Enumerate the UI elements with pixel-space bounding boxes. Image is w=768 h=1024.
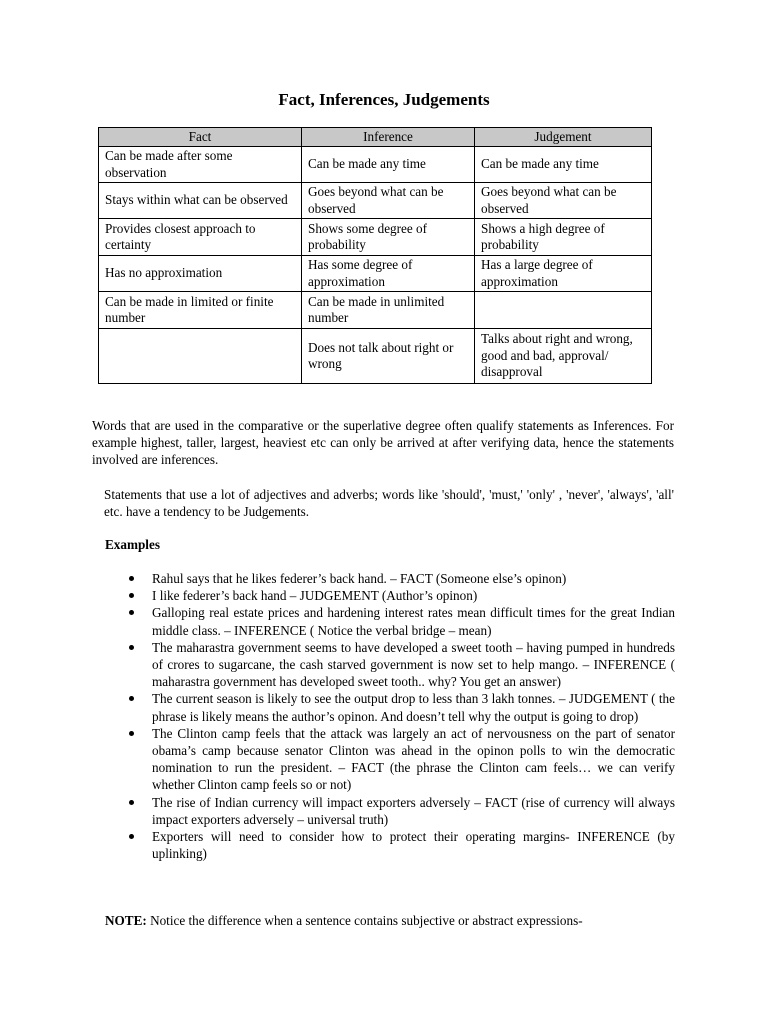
bullet-icon — [129, 834, 134, 839]
table-cell: Talks about right and wrong, good and bad, approval/ disapproval — [475, 329, 652, 384]
table-cell: Provides closest approach to certainty — [99, 219, 302, 256]
list-item-text: Exporters will need to consider how to protect their operating margins- INFERENCE (by uplinking) — [152, 829, 675, 862]
comparison-table — [98, 127, 652, 384]
examples-list — [105, 570, 675, 862]
list-item — [105, 828, 675, 862]
bullet-icon — [129, 800, 134, 805]
table-row — [99, 256, 652, 292]
table-row — [99, 183, 652, 219]
paragraph-comparative: Words that are used in the comparative or the superlative degree often qualify statements as Inferences. For example highest, taller, largest, heaviest etc can only be arrived at after verifying data, hence the statements involved are inferences. — [92, 418, 674, 467]
table-cell: Can be made in unlimited number — [302, 292, 475, 329]
table-header-row — [99, 128, 652, 147]
table-row — [99, 329, 652, 384]
paragraph-adjectives: Statements that use a lot of adjectives and adverbs; words like 'should', 'must,' 'only' , 'never', 'always', 'all' etc. have a tendency to be Judgements. — [104, 487, 674, 519]
table-cell: Can be made any time — [475, 147, 652, 183]
table-cell — [99, 329, 302, 384]
list-item — [105, 725, 675, 794]
list-item — [105, 587, 675, 604]
table-cell: Goes beyond what can be observed — [302, 183, 475, 219]
bullet-icon — [129, 576, 134, 581]
header-judgement: Judgement — [475, 128, 652, 147]
list-item — [105, 690, 675, 724]
bullet-icon — [129, 610, 134, 615]
table-cell: Does not talk about right or wrong — [302, 329, 475, 384]
list-item-text: The maharastra government seems to have developed a sweet tooth – having pumped in hundreds of crores to sugarcane, the cash starved government is now set to help mango. – INFERENCE ( maharastra government has developed sweet tooth.. why? You get an answer) — [152, 639, 675, 690]
table-cell: Has some degree of approximation — [302, 256, 475, 292]
table-cell: Has no approximation — [99, 256, 302, 292]
table-cell: Shows a high degree of probability — [475, 219, 652, 256]
table-row — [99, 292, 652, 329]
bullet-icon — [129, 593, 134, 598]
table-row — [99, 219, 652, 256]
table-cell: Can be made in limited or finite number — [99, 292, 302, 329]
table-cell — [475, 292, 652, 329]
list-item-text: Rahul says that he likes federer’s back hand. – FACT (Someone else’s opinon) — [152, 571, 567, 586]
list-item — [105, 570, 675, 587]
bullet-icon — [129, 696, 134, 701]
note-text: Notice the difference when a sentence contains subjective or abstract expressions- — [150, 913, 583, 928]
table-cell: Shows some degree of probability — [302, 219, 475, 256]
table-cell: Goes beyond what can be observed — [475, 183, 652, 219]
list-item — [105, 794, 675, 828]
bullet-icon — [129, 645, 134, 650]
note-label: NOTE: — [105, 913, 147, 928]
bullet-icon — [129, 731, 134, 736]
header-inference: Inference — [302, 128, 475, 147]
table-cell: Has a large degree of approximation — [475, 256, 652, 292]
list-item-text: I like federer’s back hand – JUDGEMENT (Author’s opinon) — [152, 588, 478, 604]
header-fact: Fact — [99, 128, 302, 147]
list-item — [105, 604, 675, 638]
list-item-text: The current season is likely to see the output drop to less than 3 lakh tonnes. – JUDGEMENT ( the phrase is likely means the author’s opinon. And doesn’t tell why the output is going to drop) — [152, 691, 675, 724]
examples-heading: Examples — [105, 537, 160, 552]
list-item — [105, 639, 675, 691]
list-item-text: The Clinton camp feels that the attack was largely an act of nervousness on the part of senator obama’s camp because senator Clinton was ahead in the opinon polls to win the democratic nomination to run the president. – FACT (the phrase the Clinton cam feels… we can verify whether Clinton camp feels so or not) — [152, 725, 675, 793]
table-row — [99, 147, 652, 183]
table-cell: Stays within what can be observed — [99, 183, 302, 219]
table-cell: Can be made after some observation — [99, 147, 302, 183]
note-line — [105, 913, 675, 929]
list-item-text: The rise of Indian currency will impact exporters adversely – FACT (rise of currency will always impact exporters adversely – universal truth) — [152, 794, 675, 827]
table-cell: Can be made any time — [302, 147, 475, 183]
list-item-text: Galloping real estate prices and hardening interest rates mean difficult times for the great Indian middle class. – INFERENCE ( Notice the verbal bridge – mean) — [152, 605, 675, 638]
page-title: Fact, Inferences, Judgements — [278, 90, 490, 109]
